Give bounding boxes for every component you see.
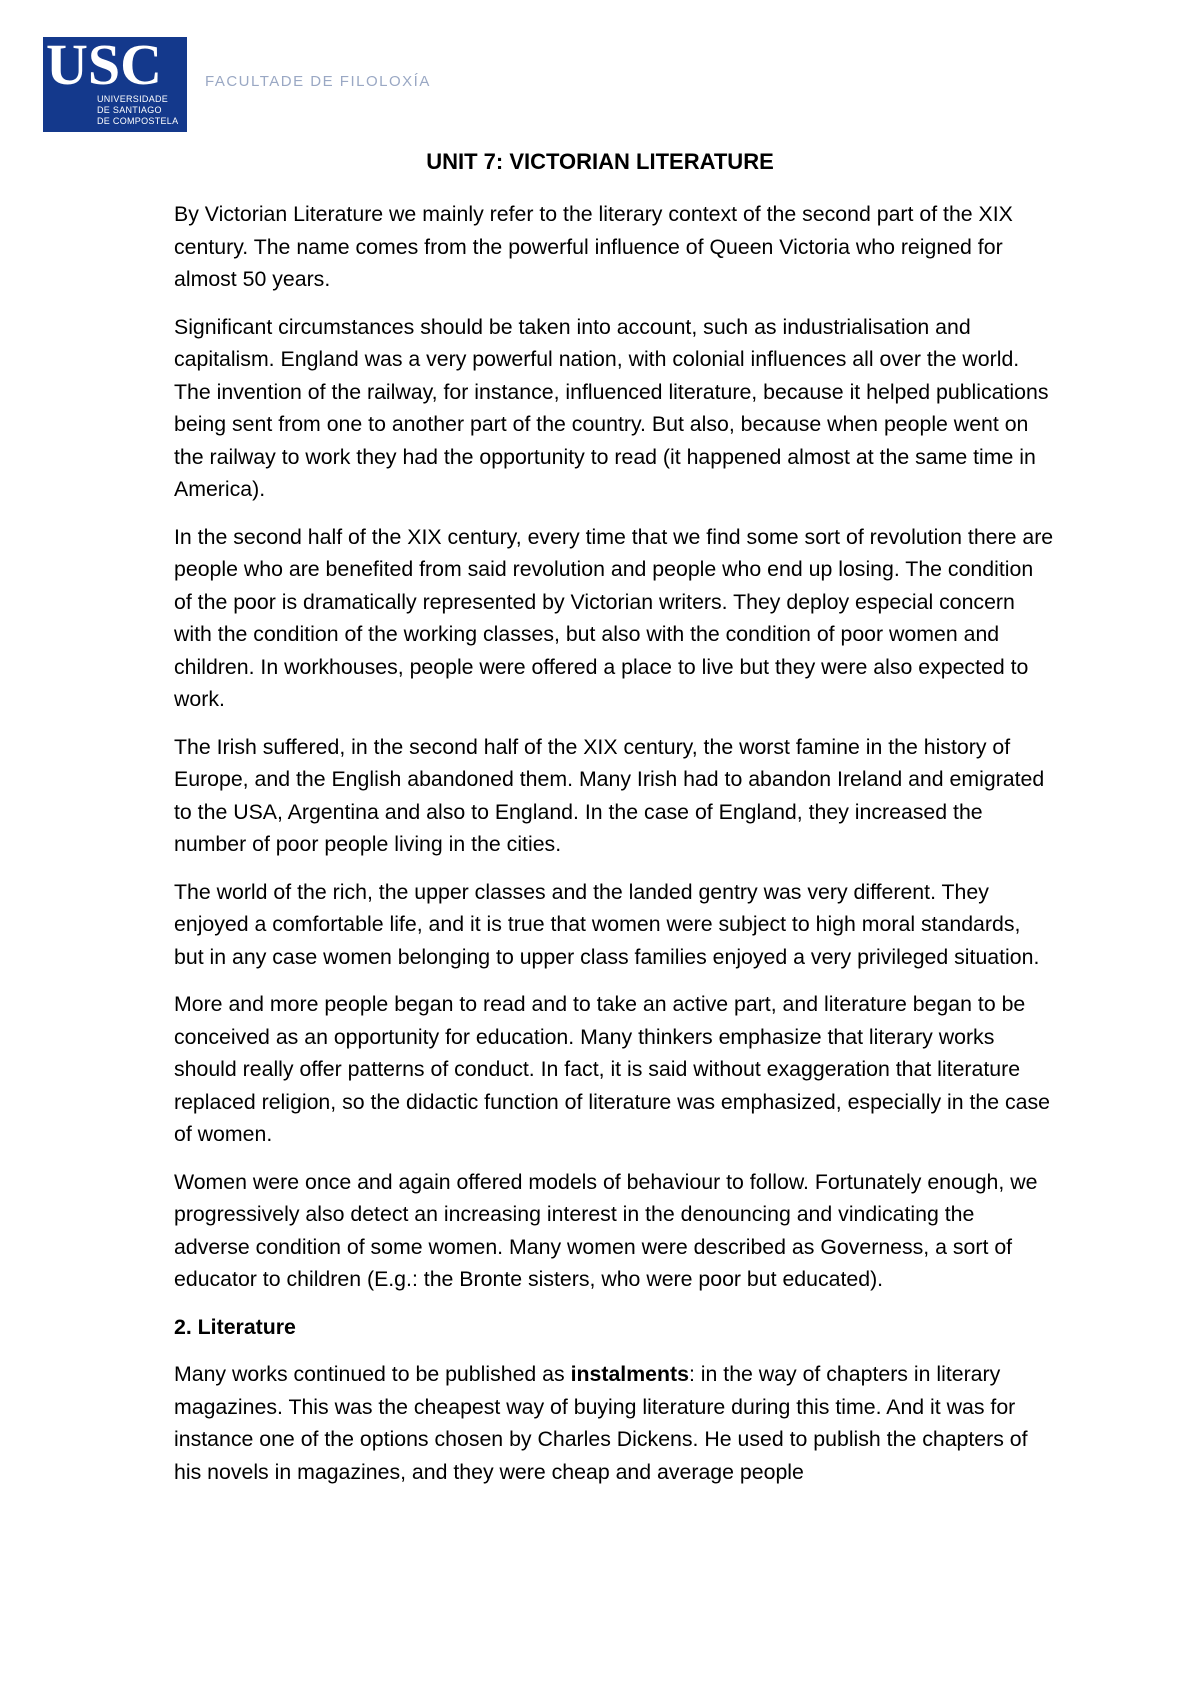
paragraph: Women were once and again offered models of behaviour to follow. Fortunately enough, we progressively also detect an increasing interest in the denouncing and vindicating the adverse condition of some women. Many women were described as Governess, a sort of educator to children (E.g.: the Bronte sisters, who were poor but educated). — [174, 1169, 1038, 1291]
document-body — [174, 198, 1054, 1503]
logo-subtitle: UNIVERSIDADE DE SANTIAGO DE COMPOSTELA — [97, 94, 179, 126]
bold-term: instalments — [570, 1362, 689, 1386]
usc-logo — [43, 37, 187, 132]
paragraph: The world of the rich, the upper classes and the landed gentry was very different. They enjoyed a comfortable life, and it is true that women were subject to high moral standards, but in any case women belonging to upper class families enjoyed a very privileged situation. — [174, 879, 1040, 969]
document-title: UNIT 7: VICTORIAN LITERATURE — [426, 149, 774, 174]
section-heading: 2. Literature — [174, 1314, 296, 1339]
paragraph: Significant circumstances should be taken into account, such as industrialisation and capitalism. England was a very powerful nation, with colonial influences all over the world. The invention of the railway, for instance, influenced literature, because it helped publications being sent from one to another part of the country. But also, because when people went on the railway to work they had the opportunity to read (it happened almost at the same time in America). — [174, 314, 1049, 501]
paragraph-text: : in the way of chapters in literary magazines. This was the cheapest way of buying literature during this time. And it was for instance one of the options chosen by Charles Dickens. He used to publish the chapters of his novels in magazines, and they were cheap and average people — [174, 1362, 1028, 1484]
paragraph: The Irish suffered, in the second half of the XIX century, the worst famine in the history of Europe, and the English abandoned them. Many Irish had to abandon Ireland and emigrated to the USA, Argentina and also to England. In the case of England, they increased the number of poor people living in the cities. — [174, 734, 1045, 856]
paragraph-text: Many works continued to be published as — [174, 1362, 571, 1386]
paragraph: By Victorian Literature we mainly refer to the literary context of the second part of the XIX century. The name comes from the powerful influence of Queen Victoria who reigned for almost 50 years. — [174, 202, 1013, 291]
logo-letters: USC — [46, 37, 163, 97]
page-header — [43, 37, 187, 132]
faculty-name: FACULTADE DE FILOLOXÍA — [205, 73, 431, 90]
paragraph: More and more people began to read and to take an active part, and literature began to be conceived as an opportunity for education. Many thinkers emphasize that literary works should really offer patterns of conduct. In fact, it is said without exaggeration that literature replaced religion, so the didactic function of literature was emphasized, especially in the case of women. — [174, 992, 1051, 1146]
paragraph — [174, 1358, 1054, 1488]
paragraph: In the second half of the XIX century, every time that we find some sort of revolution there are people who are benefited from said revolution and people who end up losing. The condition of the poor is dramatically represented by Victorian writers. They deploy especial concern with the condition of the working classes, but also with the condition of poor women and children. In workhouses, people were offered a place to live but they were also expected to work. — [174, 524, 1054, 711]
